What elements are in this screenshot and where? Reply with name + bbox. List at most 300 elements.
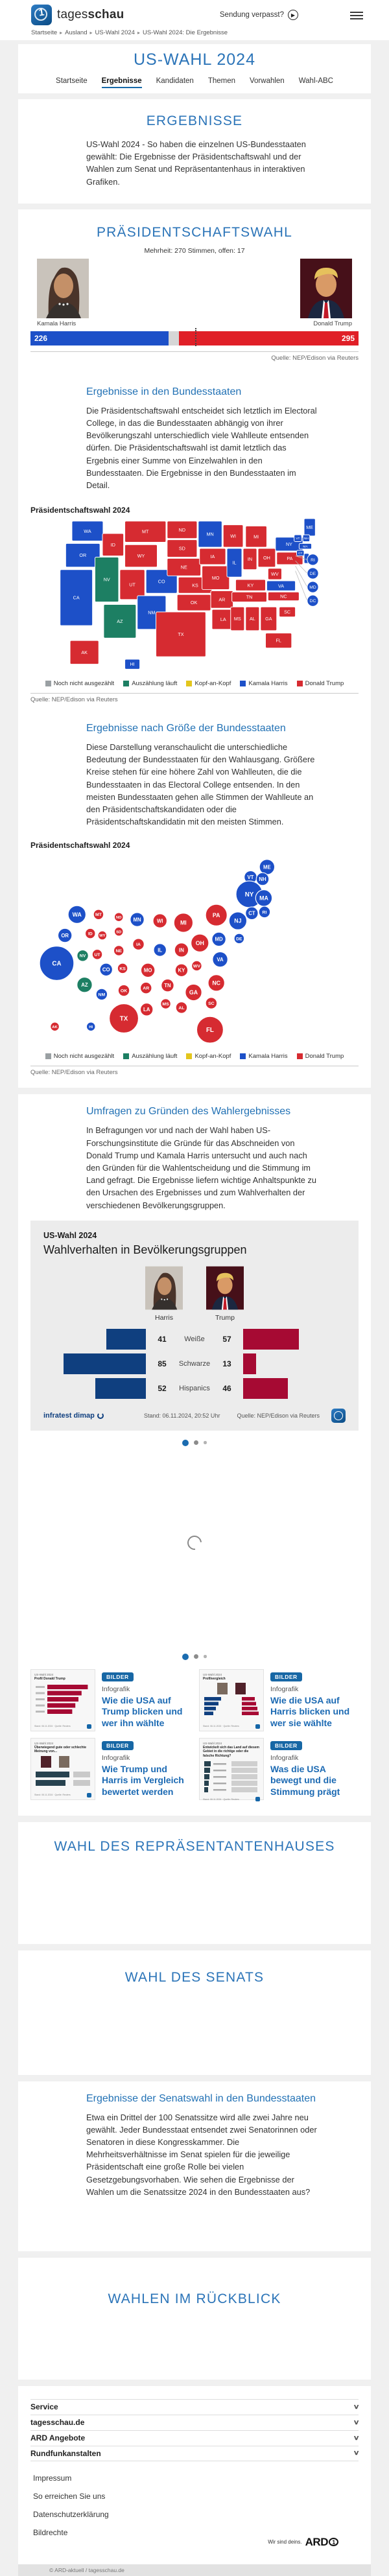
carousel-dots[interactable] xyxy=(18,1440,371,1446)
ard-brand xyxy=(268,2536,338,2549)
state-label-DC: DC xyxy=(309,599,316,604)
teaser-thumbnail xyxy=(199,1669,264,1731)
tagesschau-app-icon: 1 xyxy=(31,5,52,25)
legend-item: Donald Trump xyxy=(297,680,344,687)
section-title-repraesentantenhaus: WAHL DES REPRÄSENTANTENHAUSES xyxy=(54,1838,335,1854)
bilder-badge: BILDER xyxy=(270,1741,302,1750)
footer-accordions xyxy=(30,2399,359,2461)
footer-accordion-rundfunkanstalten[interactable] xyxy=(30,2446,359,2461)
legend-item: Auszählung läuft xyxy=(123,680,177,687)
infographic-kicker: US-Wahl 2024 xyxy=(43,1230,97,1240)
state-label-KS: KS xyxy=(192,582,198,589)
state-label-OR: OR xyxy=(79,552,87,559)
ard-logo: ARD 1 xyxy=(305,2536,338,2549)
demographic-bars xyxy=(43,1327,346,1401)
demo-category: Weiße xyxy=(184,1335,205,1343)
bubble-label-MO: MO xyxy=(143,967,152,974)
bubble-label-ME: ME xyxy=(263,864,271,871)
legend-swatch xyxy=(186,681,192,686)
state-label-WI: WI xyxy=(230,533,236,539)
demo-row-Schwarze xyxy=(43,1352,346,1376)
thumb-kicker: US-Wahl 2024 xyxy=(203,1741,222,1745)
brand-text: tagesschau xyxy=(57,8,124,21)
bubble-label-MI: MI xyxy=(180,920,187,927)
ev-segment-harris xyxy=(30,331,169,345)
teaser-grid xyxy=(18,1664,371,1809)
harris-portrait-shape xyxy=(54,274,73,298)
bubble-label-FL: FL xyxy=(206,1027,214,1035)
teaser-thumbnail xyxy=(30,1669,95,1731)
demo-category: Hispanics xyxy=(179,1384,210,1392)
senatswahl-text: Etwa ein Drittel der 100 Senatssitze wird alle zwei Jahre neu gewählt. Jeder Bundesstaat entsendet zwei Senatorinnen oder Senatoren in diese Kongresskammer. Die Mehrheitsverhältnisse im Senat spielen für die jeweilige Präsidentschaft eine große Rolle bei vielen Gesetzgebungsvorhaben. Wie sehen die Ergebnisse der Wahlen um die Senatssitze 2024 in den Bundesstaaten aus? xyxy=(86,2112,317,2197)
trump-bar xyxy=(243,1378,288,1399)
footer-link-datenschutzerkl-rung[interactable]: Datenschutzerklärung xyxy=(33,2509,109,2519)
map-source: Quelle: NEP/Edison via Reuters xyxy=(30,696,118,704)
ard-one-icon: 1 xyxy=(329,2538,338,2546)
infographic-photo-harris xyxy=(145,1265,183,1322)
breadcrumb-item[interactable]: US-Wahl 2024 xyxy=(95,29,135,36)
tab-startseite[interactable]: Startseite xyxy=(56,77,88,85)
bubble-label-KS: KS xyxy=(119,966,126,972)
subsection-title-groesse: Ergebnisse nach Größe der Bundesstaaten xyxy=(86,723,286,734)
bubble-label-MD: MD xyxy=(215,937,223,943)
ergebnisse-intro-text: US-Wahl 2024 - So haben die einzelnen US-Bundesstaaten gewählt: Die Ergebnisse der Präsidentschaftswahl und der Wahlen zum Senat und Repräsentantenhaus in interaktiven Grafiken. xyxy=(86,139,306,187)
thumb-chart xyxy=(34,1683,91,1716)
thumb-footer-text: Stand: 06.11.2024 · Quelle: Reuters xyxy=(203,1725,239,1728)
section-title-senat: WAHL DES SENATS xyxy=(124,1969,265,1985)
thumb-chart xyxy=(203,1683,260,1716)
photo-donald-trump xyxy=(300,259,352,327)
photo-kamala-harris xyxy=(37,259,89,327)
tab-themen[interactable]: Themen xyxy=(207,77,235,85)
provider-infratest-dimap: infratest dimap xyxy=(43,1412,104,1420)
loading-spinner xyxy=(185,1532,205,1552)
state-label-FL: FL xyxy=(276,637,281,644)
map-legend xyxy=(18,680,371,687)
carousel-dot-3[interactable] xyxy=(204,1655,207,1658)
bubble-label-MN: MN xyxy=(133,917,141,923)
footer-accordion-service[interactable] xyxy=(30,2399,359,2415)
state-label-LA: LA xyxy=(220,616,226,623)
bubble-label-PA: PA xyxy=(212,912,220,919)
state-label-MS: MS xyxy=(233,616,241,622)
bubble-label-NY: NY xyxy=(244,891,254,899)
state-label-NV: NV xyxy=(103,576,110,583)
state-label-RI: RI xyxy=(311,557,315,563)
chevron-down-icon: ∨ xyxy=(353,2403,360,2411)
trump-bar xyxy=(243,1353,256,1374)
demo-row-Weiße xyxy=(43,1327,346,1352)
footer-accordion-ard-angebote[interactable] xyxy=(30,2430,359,2446)
thumb-kicker: US-Wahl 2024 xyxy=(34,1672,54,1676)
thumb-chart xyxy=(203,1760,260,1794)
state-label-CO: CO xyxy=(158,578,165,585)
section-title-rueckblick: WAHLEN IM RÜCKBLICK xyxy=(108,2291,281,2306)
harris-portrait-shape xyxy=(66,303,68,305)
thumb-title: Profil Donald Trump xyxy=(34,1676,65,1681)
harris-value: 52 xyxy=(158,1383,167,1393)
teaser-kicker: Infografik xyxy=(270,1685,299,1693)
state-label-AZ: AZ xyxy=(117,618,123,625)
bubble-label-AK: AK xyxy=(52,1025,58,1030)
trump-ev-value: 295 xyxy=(341,333,355,343)
state-label-TN: TN xyxy=(246,594,253,600)
bubble-label-VA: VA xyxy=(217,957,224,963)
teaser-title[interactable]: Was die USA bewegt und die Stimmung prägt xyxy=(270,1763,340,1797)
breadcrumb-item[interactable]: Ausland xyxy=(65,29,88,36)
subsection-title-umfragen: Umfragen zu Gründen des Wahlergebnisses xyxy=(86,1106,291,1118)
legend-swatch xyxy=(297,1053,303,1059)
harris-bar xyxy=(106,1329,147,1350)
site-header xyxy=(0,0,389,40)
state-label-HI: HI xyxy=(130,661,135,668)
page-title: US-WAHL 2024 xyxy=(134,51,255,69)
bubble-label-MT: MT xyxy=(95,913,102,918)
state-label-NC: NC xyxy=(280,593,287,600)
missed-show-link[interactable] xyxy=(220,10,298,20)
legend-swatch xyxy=(186,1053,192,1059)
choropleth-label: Präsidentschaftswahl 2024 xyxy=(30,506,130,515)
breadcrumb-item[interactable]: US-Wahl 2024: Die Ergebnisse xyxy=(142,29,228,36)
teaser-title[interactable]: Wie die USA auf Harris blicken und wer sie wählte xyxy=(270,1694,350,1728)
carousel-dot-1[interactable] xyxy=(182,1440,189,1446)
footer-links xyxy=(30,2469,359,2542)
state-label-MD: MD xyxy=(309,585,316,591)
ev-segment-offen xyxy=(169,331,179,345)
chevron-down-icon: ∨ xyxy=(353,2450,360,2457)
thumb-title: Entwickelt sich das Land auf diesem Gebiet in die richtige oder die falsche Richtung? xyxy=(203,1745,259,1758)
tab-wahl-abc[interactable]: Wahl-ABC xyxy=(298,77,333,85)
bubble-label-SD: SD xyxy=(116,930,122,935)
state-label-WV: WV xyxy=(271,571,279,578)
teaser-thumbnail xyxy=(199,1738,264,1800)
majority-note: Mehrheit: 270 Stimmen, offen: 17 xyxy=(144,246,245,255)
bubble-label-NH: NH xyxy=(259,876,266,883)
demo-row-Hispanics xyxy=(43,1376,346,1401)
harris-portrait-shape xyxy=(58,303,60,305)
carousel-dot-1[interactable] xyxy=(182,1654,189,1660)
bubble-legend xyxy=(18,1053,371,1060)
bubble-label-WV: WV xyxy=(193,964,200,969)
bubble-label-NJ: NJ xyxy=(234,918,242,925)
trump-value: 46 xyxy=(222,1383,231,1393)
legend-swatch xyxy=(45,681,51,686)
us-choropleth-map[interactable] xyxy=(18,515,371,677)
bubble-label-OK: OK xyxy=(120,989,128,994)
state-label-AK: AK xyxy=(81,650,88,656)
thumb-footer-text: Stand: 06.11.2024 · Quelle: Reuters xyxy=(34,1794,71,1797)
teaser-card-3[interactable] xyxy=(30,1738,190,1800)
bubble-source: Quelle: NEP/Edison via Reuters xyxy=(30,1069,118,1077)
card-umfragen xyxy=(18,1094,371,1815)
tagesschau-logo[interactable] xyxy=(31,5,124,25)
legend-item: Noch nicht ausgezählt xyxy=(45,1053,114,1060)
candidate-name-harris: Kamala Harris xyxy=(37,320,77,327)
harris-portrait-shape xyxy=(62,303,64,305)
thumb-chart xyxy=(34,1756,91,1790)
state-label-SD: SD xyxy=(178,545,185,552)
bubble-label-AL: AL xyxy=(178,1006,185,1011)
state-label-TX: TX xyxy=(178,631,184,638)
subsection-title-senatswahl: Ergebnisse der Senatswahl in den Bundesstaaten xyxy=(86,2092,316,2104)
menu-icon[interactable] xyxy=(350,10,363,21)
bubble-label-ID: ID xyxy=(88,931,93,937)
column-label-trump: Trump xyxy=(215,1313,235,1322)
thumb-kicker: US-Wahl 2024 xyxy=(34,1741,54,1745)
footer-link-impressum[interactable]: Impressum xyxy=(33,2473,72,2483)
teaser-title[interactable]: Wie die USA auf Trump blicken und wer ihn wählte xyxy=(102,1694,183,1728)
infographic-title: Wahlverhalten in Bevölkerungsgruppen xyxy=(43,1243,247,1256)
accordion-label: Rundfunkanstalten xyxy=(30,2448,101,2458)
legend-item: Kamala Harris xyxy=(240,1053,287,1060)
state-label-OK: OK xyxy=(190,600,198,606)
breadcrumb-item[interactable]: Startseite xyxy=(31,29,58,36)
section-title-ergebnisse: ERGEBNISSE xyxy=(146,113,243,128)
bubble-label-DE: DE xyxy=(236,937,242,942)
teaser-kicker: Infografik xyxy=(102,1753,130,1762)
harris-portrait-shape xyxy=(167,1298,168,1300)
state-label-MA: MA xyxy=(303,545,308,549)
state-label-NM: NM xyxy=(148,609,156,616)
loading-zone xyxy=(18,1450,371,1645)
thumb-title: Überwiegend gute oder schlechte Meinung von... xyxy=(34,1745,87,1754)
bubble-label-KY: KY xyxy=(178,967,185,974)
legend-swatch xyxy=(123,1053,129,1059)
bubble-label-GA: GA xyxy=(189,989,198,996)
state-label-ND: ND xyxy=(178,526,186,533)
harris-ev-value: 226 xyxy=(34,333,48,343)
teaser-card-1[interactable] xyxy=(30,1669,190,1731)
breadcrumb-separator: ▸ xyxy=(60,30,63,36)
harris-value: 85 xyxy=(158,1359,167,1368)
bubble-label-RI: RI xyxy=(262,910,267,915)
accordion-label: tagesschau.de xyxy=(30,2418,85,2428)
column-label-harris: Harris xyxy=(155,1313,173,1322)
tagesschau-mini-logo xyxy=(331,1409,346,1423)
infographic-photo-trump xyxy=(206,1265,244,1322)
infratest-logo-icon xyxy=(97,1412,104,1419)
harris-portrait-shape xyxy=(158,1277,172,1295)
groesse-text: Diese Darstellung veranschaulicht die unterschiedliche Bedeutung der Bundesstaaten für den Wahlausgang. Größere Kreise stehen für eine höhere Zahl von Wahlleuten, die die Bundesstaaten in das Electoral College entsenden. In den meisten Bundesstaaten gehen alle Stimmen der Wahlleute an den Präsidentschaftskandidaten oder die Präsidentschaftskandidatin mit den meisten Stimmen. xyxy=(86,742,315,827)
bubble-label-TN: TN xyxy=(164,983,171,989)
bubble-label-OR: OR xyxy=(61,933,69,939)
state-label-IN: IN xyxy=(247,556,253,563)
tab-vorwahlen[interactable]: Vorwahlen xyxy=(250,77,285,85)
legend-item: Donald Trump xyxy=(297,1053,344,1060)
majority-marker xyxy=(195,328,196,346)
card-rueckblick xyxy=(18,2258,371,2380)
harris-bar xyxy=(64,1353,147,1374)
bubble-label-WI: WI xyxy=(156,918,163,924)
footer-link-so-erreichen-sie-uns[interactable]: So erreichen Sie uns xyxy=(33,2491,106,2501)
stand-timestamp: Stand: 06.11.2024, 20:52 Uhr xyxy=(144,1412,220,1419)
state-label-CA: CA xyxy=(73,594,80,601)
bubble-label-MS: MS xyxy=(162,1002,169,1007)
bilder-badge: BILDER xyxy=(102,1741,134,1750)
bubble-label-IA: IA xyxy=(136,943,141,948)
state-label-ID: ID xyxy=(110,541,115,548)
thumb-footer-text: Stand: 06.11.2024 · Quelle: Reuters xyxy=(34,1725,71,1728)
bubble-label-CO: CO xyxy=(102,966,110,973)
state-label-IL: IL xyxy=(232,559,237,566)
card-repraesentantenhaus xyxy=(18,1822,371,1944)
bilder-badge: BILDER xyxy=(270,1672,302,1681)
bubble-label-NV: NV xyxy=(79,954,86,959)
infographic-wahlverhalten xyxy=(30,1221,359,1431)
card-praesidentschaftswahl xyxy=(18,209,371,1088)
legend-swatch xyxy=(45,1053,51,1059)
umfragen-text: In Befragungen vor und nach der Wahl haben US-Forschungsinstitute die Gründe für das Abschneiden von Donald Trump und Kamala Harris untersucht und auch nach den Gründen für die Wahlentscheidung und die Stimmung im Land gefragt. Die Ergebnisse liefern wichtige Anhaltspunkte zu den Ursachen des Ergebnisses und zum Wahlverhalten der verschiedenen Bevölkerungsgruppen. xyxy=(86,1125,316,1210)
state-label-NE: NE xyxy=(180,564,187,570)
carousel-dots-2[interactable] xyxy=(18,1654,371,1660)
state-label-GA: GA xyxy=(265,616,272,622)
state-label-MN: MN xyxy=(206,531,214,537)
carousel-dot-2[interactable] xyxy=(194,1654,198,1659)
state-label-KY: KY xyxy=(247,582,254,589)
state-label-AR: AR xyxy=(218,596,226,603)
teaser-title[interactable]: Wie Trump und Harris im Vergleich bewertet werden xyxy=(102,1763,184,1797)
bubble-label-MA: MA xyxy=(259,895,268,902)
bundesstaaten-text: Die Präsidentschaftswahl entscheidet sich letztlich im Electoral College, in das die Bundesstaaten abhängig von ihrer Bevölkerungszahl unterschiedlich viele Wahlleute entsenden dürfen. Die Präsidentschaftswahl ist damit letztlich das Ergebnis einer Summe von Einzelwahlen in den Bundesstaaten. Die Ergebnisse in den Bundesstaaten im Detail. xyxy=(86,405,317,490)
state-label-OH: OH xyxy=(263,555,270,561)
bubble-label-AZ: AZ xyxy=(81,982,88,989)
bubble-label-IN: IN xyxy=(179,947,184,954)
legend-item: Auszählung läuft xyxy=(123,1053,177,1060)
legend-item: Kamala Harris xyxy=(240,680,287,687)
copyright-bar xyxy=(18,2564,371,2576)
chevron-down-icon: ∨ xyxy=(353,2418,360,2426)
footer-link-bildrechte[interactable]: Bildrechte xyxy=(33,2527,68,2537)
bubble-label-TX: TX xyxy=(119,1015,128,1023)
tab-bar xyxy=(18,77,371,88)
legend-swatch xyxy=(123,681,129,686)
candidate-name-trump: Donald Trump xyxy=(313,320,352,327)
state-label-IA: IA xyxy=(210,554,215,560)
bubble-label-WY: WY xyxy=(99,934,106,939)
missed-show-label: Sendung verpasst? xyxy=(219,11,284,19)
state-label-SC: SC xyxy=(284,609,291,615)
legend-item: Kopf-an-Kopf xyxy=(186,1053,231,1060)
state-label-WY: WY xyxy=(137,553,145,559)
state-label-VT: VT xyxy=(296,537,300,541)
harris-portrait-shape xyxy=(164,1299,165,1300)
ev-segment-trump xyxy=(179,331,359,345)
bubble-label-UT: UT xyxy=(94,953,100,958)
state-label-UT: UT xyxy=(129,581,136,588)
footer xyxy=(18,2386,371,2564)
breadcrumb xyxy=(0,25,389,36)
bubble-label-LA: LA xyxy=(143,1007,150,1013)
trump-value: 13 xyxy=(222,1359,231,1368)
state-label-VA: VA xyxy=(277,583,285,589)
electoral-college-bar[interactable] xyxy=(30,331,359,345)
teaser-kicker: Infografik xyxy=(270,1753,299,1762)
callout-line xyxy=(296,566,307,587)
bubble-label-OH: OH xyxy=(195,940,204,947)
section-title-praesidentschaftswahl: PRÄSIDENTSCHAFTSWAHL xyxy=(96,224,293,240)
state-label-MI: MI xyxy=(253,533,259,540)
thumb-title: Profilvergleich xyxy=(203,1676,226,1681)
legend-swatch xyxy=(240,1053,246,1059)
hero xyxy=(18,44,371,93)
copyright-text: © ARD-aktuell / tagesschau.de xyxy=(49,2566,124,2573)
trump-value: 57 xyxy=(222,1334,231,1344)
legend-item: Kopf-an-Kopf xyxy=(186,680,231,687)
us-bubble-map[interactable] xyxy=(18,850,371,1050)
state-label-AL: AL xyxy=(249,616,255,622)
thumb-logo xyxy=(87,1724,91,1729)
bubble-label-AR: AR xyxy=(143,986,150,991)
footer-accordion-tagesschau-de[interactable] xyxy=(30,2415,359,2430)
teaser-card-4[interactable] xyxy=(199,1738,359,1800)
card-senatswahl xyxy=(18,2081,371,2251)
bubble-label-WA: WA xyxy=(72,911,82,919)
bubble-label-VT: VT xyxy=(247,874,254,881)
state-label-MT: MT xyxy=(142,528,149,535)
accordion-label: Service xyxy=(30,2402,58,2412)
bar-source: Quelle: NEP/Edison via Reuters xyxy=(271,354,359,362)
legend-swatch xyxy=(297,681,303,686)
teaser-thumbnail xyxy=(30,1738,95,1800)
bubble-label-HI: HI xyxy=(89,1025,93,1030)
bubble-label-NC: NC xyxy=(212,979,221,987)
state-label-WA: WA xyxy=(84,528,91,534)
infographic-source: Quelle: NEP/Edison via Reuters xyxy=(237,1412,320,1419)
tab-kandidaten[interactable]: Kandidaten xyxy=(156,77,194,85)
carousel-dot-3[interactable] xyxy=(204,1441,207,1444)
ard-claim: Wir sind deins. xyxy=(268,2539,302,2546)
teaser-kicker: Infografik xyxy=(102,1685,130,1693)
bubble-label-NM: NM xyxy=(98,992,106,998)
chevron-down-icon: ∨ xyxy=(353,2434,360,2442)
play-icon: ▶ xyxy=(288,10,298,20)
state-label-MO: MO xyxy=(211,574,220,581)
bubble-map-label: Präsidentschaftswahl 2024 xyxy=(30,841,130,850)
state-label-ME: ME xyxy=(306,524,314,531)
bubble-label-SC: SC xyxy=(208,1001,215,1007)
card-senat xyxy=(18,1950,371,2075)
thumb-kicker: US-Wahl 2024 xyxy=(203,1672,222,1676)
state-label-NY: NY xyxy=(286,541,293,547)
breadcrumb-separator: ▸ xyxy=(89,30,93,36)
bubble-label-IL: IL xyxy=(158,947,163,954)
subsection-title-bundesstaaten: Ergebnisse in den Bundesstaaten xyxy=(86,386,242,397)
bubble-label-ND: ND xyxy=(115,916,122,920)
bilder-badge: BILDER xyxy=(102,1672,134,1681)
demo-category: Schwarze xyxy=(178,1359,211,1368)
carousel-dot-2[interactable] xyxy=(194,1440,198,1445)
accordion-label: ARD Angebote xyxy=(30,2433,86,2443)
legend-item: Noch nicht ausgezählt xyxy=(45,680,114,687)
bubble-label-NE: NE xyxy=(115,949,122,954)
bubble-label-CT: CT xyxy=(248,911,255,917)
harris-bar xyxy=(95,1378,146,1399)
state-label-DE: DE xyxy=(309,572,316,577)
tab-ergebnisse[interactable]: Ergebnisse xyxy=(102,77,142,88)
thumb-logo xyxy=(255,1724,260,1729)
legend-swatch xyxy=(240,681,246,686)
state-label-PA: PA xyxy=(287,556,293,562)
card-ergebnisse xyxy=(18,99,371,204)
thumb-logo xyxy=(87,1793,91,1797)
bubble-label-CA: CA xyxy=(52,960,62,968)
state-label-CT: CT xyxy=(298,552,303,556)
teaser-card-2[interactable] xyxy=(199,1669,359,1731)
harris-value: 41 xyxy=(158,1334,167,1344)
thumb-footer-text: Stand: 06.11.2024 · Quelle: Reuters xyxy=(203,1797,239,1801)
thumb-logo xyxy=(255,1797,260,1801)
harris-portrait-shape xyxy=(161,1298,162,1300)
